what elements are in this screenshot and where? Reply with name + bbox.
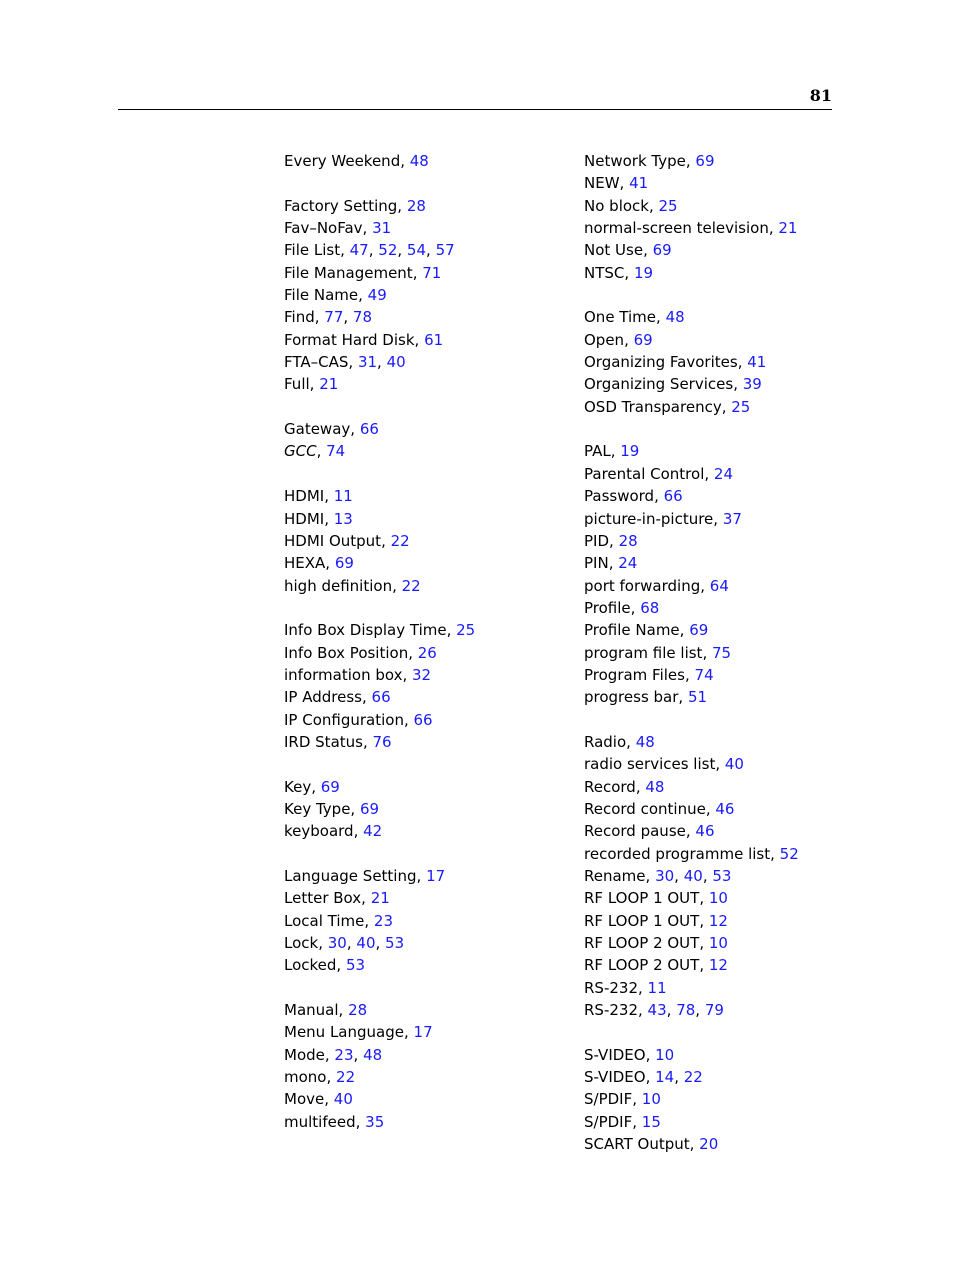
- index-entry: Key, 69: [284, 777, 340, 796]
- index-entry: Open, 69: [584, 330, 653, 349]
- page-link[interactable]: 71: [422, 263, 442, 282]
- index-entry: information box, 32: [284, 665, 432, 684]
- page-link[interactable]: 37: [722, 509, 742, 528]
- index-term: mono: [284, 1068, 327, 1087]
- index-entry: Parental Control, 24: [584, 464, 734, 483]
- page-link[interactable]: 53: [385, 934, 405, 953]
- index-term: Lock: [284, 934, 319, 953]
- page-link[interactable]: 11: [647, 978, 667, 997]
- page-link[interactable]: 69: [695, 152, 715, 170]
- page-link[interactable]: 22: [401, 576, 421, 595]
- index-entry: Organizing Services, 39: [584, 375, 762, 394]
- index-term: Every Weekend: [284, 152, 401, 170]
- index-entry: high definition, 22: [284, 576, 421, 595]
- page-link[interactable]: 40: [683, 867, 703, 885]
- page-link[interactable]: 49: [367, 286, 387, 305]
- index-entry: Factory Setting, 28: [284, 196, 426, 215]
- page-link[interactable]: 11: [333, 487, 353, 506]
- index-term: HDMI: [284, 509, 325, 528]
- index-entry: multifeed, 35: [284, 1112, 385, 1131]
- index-term: Full: [284, 375, 310, 394]
- index-entry: Organizing Favorites, 41: [584, 353, 767, 372]
- page-link[interactable]: 21: [778, 219, 798, 238]
- index-term: HDMI: [284, 487, 325, 506]
- index-term: Factory Setting: [284, 196, 398, 215]
- index-entry: File List, 47, 52, 54, 57: [284, 241, 455, 260]
- page-link[interactable]: 23: [334, 1045, 354, 1064]
- index-term: SCART Output: [584, 1135, 690, 1154]
- index-entry: Radio, 48: [584, 732, 655, 751]
- index-term: S-VIDEO: [584, 1068, 646, 1087]
- page-link[interactable]: 19: [633, 263, 654, 282]
- page-link[interactable]: 40: [386, 353, 406, 372]
- index-term: S-VIDEO: [584, 1045, 646, 1064]
- group-spacer: [284, 977, 475, 999]
- page-link[interactable]: 15: [641, 1112, 661, 1131]
- index-column-right: [584, 150, 799, 1155]
- page-link[interactable]: 40: [356, 934, 376, 953]
- index-term: Rename: [584, 867, 646, 885]
- page-link[interactable]: 40: [333, 1090, 353, 1109]
- page-link[interactable]: 31: [357, 353, 378, 372]
- page-link[interactable]: 69: [652, 241, 672, 260]
- index-entry: mono, 22: [284, 1068, 356, 1087]
- index-term: PAL: [584, 442, 611, 461]
- index-term: Password: [584, 487, 655, 506]
- index-entry: HDMI Output, 22: [284, 531, 410, 550]
- index-term: One Time: [584, 308, 657, 327]
- page-link[interactable]: 48: [363, 1045, 383, 1064]
- page-link[interactable]: 66: [359, 420, 379, 439]
- header-rule: [118, 109, 832, 110]
- index-term: Fav–NoFav: [284, 219, 363, 238]
- index-entry: Network Type, 69: [584, 152, 715, 170]
- index-entry: PIN, 24: [584, 554, 638, 573]
- group-spacer: [584, 709, 799, 731]
- page-link[interactable]: 10: [655, 1045, 675, 1064]
- page-link[interactable]: 28: [618, 531, 638, 550]
- index-term: Format Hard Disk: [284, 330, 415, 349]
- page-link[interactable]: 46: [695, 822, 715, 841]
- group-spacer: [284, 463, 475, 485]
- index-entry: Info Box Display Time, 25: [284, 621, 476, 640]
- index-entry: Every Weekend, 48: [284, 152, 429, 170]
- page-link[interactable]: 12: [708, 956, 728, 975]
- page-link[interactable]: 69: [689, 621, 709, 640]
- index-term: Mode: [284, 1045, 325, 1064]
- index-entry: FTA–CAS, 31, 40: [284, 353, 406, 372]
- page-link[interactable]: 40: [724, 755, 744, 774]
- page-link[interactable]: 28: [406, 196, 426, 215]
- group-spacer: [584, 418, 799, 440]
- index-term: RF LOOP 1 OUT: [584, 889, 700, 908]
- page-link[interactable]: 19: [620, 442, 640, 461]
- index-entry: Locked, 53: [284, 956, 366, 975]
- page-link[interactable]: 57: [435, 241, 455, 260]
- page-link[interactable]: 79: [704, 1001, 724, 1020]
- index-column-left: [284, 150, 475, 1133]
- index-term: RF LOOP 2 OUT: [584, 934, 700, 953]
- group-spacer: [284, 597, 475, 619]
- index-entry: Profile Name, 69: [584, 621, 709, 640]
- page-link[interactable]: 17: [426, 867, 446, 885]
- index-entry: port forwarding, 64: [584, 576, 729, 595]
- group-spacer: [584, 1021, 799, 1043]
- page-link[interactable]: 12: [708, 911, 728, 930]
- index-term: Profile Name: [584, 621, 680, 640]
- page-link[interactable]: 22: [390, 531, 410, 550]
- page-link[interactable]: 35: [365, 1112, 385, 1131]
- index-term: Find: [284, 308, 315, 327]
- index-entry: Program Files, 74: [584, 665, 714, 684]
- page-link[interactable]: 47: [349, 241, 369, 260]
- index-term: Letter Box: [284, 889, 362, 908]
- index-term: Move: [284, 1090, 325, 1109]
- index-entry: HDMI, 11: [284, 487, 353, 506]
- page-link[interactable]: 31: [372, 219, 392, 238]
- index-term: Program Files: [584, 665, 685, 684]
- index-term: program file list: [584, 643, 703, 662]
- index-entry: File Management, 71: [284, 263, 442, 282]
- index-term: PIN: [584, 554, 609, 573]
- page-link[interactable]: 48: [665, 308, 685, 327]
- group-spacer: [284, 172, 475, 194]
- index-entry: Gateway, 66: [284, 420, 379, 439]
- index-entry: PAL, 19: [584, 442, 640, 461]
- index-entry: progress bar, 51: [584, 688, 708, 707]
- page-link[interactable]: 30: [327, 934, 347, 953]
- index-term: Profile: [584, 598, 631, 617]
- page-link[interactable]: 10: [708, 889, 728, 908]
- index-entry: IP Address, 66: [284, 688, 391, 707]
- index-term: NEW: [584, 174, 620, 193]
- index-term: PID: [584, 531, 610, 550]
- index-entry: Menu Language, 17: [284, 1023, 433, 1042]
- index-term: recorded programme list: [584, 844, 771, 863]
- index-term: IRD Status: [284, 732, 363, 751]
- page-link[interactable]: 28: [348, 1001, 368, 1020]
- page-link[interactable]: 77: [324, 308, 344, 327]
- index-entry: No block, 25: [584, 196, 678, 215]
- page-link[interactable]: 23: [373, 911, 393, 930]
- index-entry: OSD Transparency, 25: [584, 397, 751, 416]
- index-term: Local Time: [284, 911, 365, 930]
- index-term: OSD Transparency: [584, 397, 722, 416]
- index-entry: Rename, 30, 40, 53: [584, 867, 732, 885]
- index-term: high definition: [284, 576, 393, 595]
- index-entry: Record continue, 46: [584, 799, 735, 818]
- index-entry: Password, 66: [584, 487, 683, 506]
- page-link[interactable]: 13: [333, 509, 353, 528]
- index-entry: One Time, 48: [584, 308, 685, 327]
- index-entry: HDMI, 13: [284, 509, 353, 528]
- page-link[interactable]: 30: [655, 867, 675, 885]
- index-term: IP Configuration: [284, 710, 404, 729]
- page-link[interactable]: 78: [676, 1001, 696, 1020]
- index-term: Info Box Position: [284, 643, 409, 662]
- index-entry: S/PDIF, 15: [584, 1112, 661, 1131]
- index-term: Info Box Display Time: [284, 621, 447, 640]
- page-link[interactable]: 54: [406, 241, 427, 260]
- page-link[interactable]: 74: [326, 442, 346, 461]
- index-term: NTSC: [584, 263, 625, 282]
- index-entry: Format Hard Disk, 61: [284, 330, 444, 349]
- index-entry: Info Box Position, 26: [284, 643, 437, 662]
- page-link[interactable]: 66: [663, 487, 683, 506]
- page-link[interactable]: 24: [713, 464, 734, 483]
- page-link[interactable]: 48: [635, 732, 655, 751]
- index-term: FTA–CAS: [284, 353, 349, 372]
- page-link[interactable]: 75: [712, 643, 732, 662]
- index-entry: IRD Status, 76: [284, 732, 392, 751]
- index-entry: PID, 28: [584, 531, 638, 550]
- index-term: Parental Control: [584, 464, 705, 483]
- index-term: multifeed: [284, 1112, 356, 1131]
- index-entry: Key Type, 69: [284, 799, 380, 818]
- index-term: normal-screen television: [584, 219, 769, 238]
- index-term: Key Type: [284, 799, 351, 818]
- page-link[interactable]: 22: [683, 1068, 703, 1087]
- index-entry: NEW, 41: [584, 174, 649, 193]
- page-link[interactable]: 39: [742, 375, 762, 394]
- index-term: Menu Language: [284, 1023, 404, 1042]
- page-link[interactable]: 68: [640, 598, 660, 617]
- index-term: information box: [284, 665, 403, 684]
- page-link[interactable]: 24: [618, 554, 638, 573]
- page-link[interactable]: 25: [658, 196, 678, 215]
- group-spacer: [284, 843, 475, 865]
- index-term: progress bar: [584, 688, 679, 707]
- index-term: RF LOOP 1 OUT: [584, 911, 700, 930]
- page-link[interactable]: 78: [352, 308, 373, 327]
- page-link[interactable]: 53: [712, 867, 732, 885]
- page-link[interactable]: 51: [687, 688, 708, 707]
- page-link[interactable]: 25: [731, 397, 751, 416]
- page-link[interactable]: 21: [319, 375, 339, 394]
- page-link[interactable]: 20: [699, 1135, 719, 1154]
- page-link[interactable]: 52: [779, 844, 799, 863]
- index-term: File Management: [284, 263, 413, 282]
- page-link[interactable]: 69: [633, 330, 653, 349]
- index-entry: Profile, 68: [584, 598, 660, 617]
- index-entry: Manual, 28: [284, 1001, 368, 1020]
- index-entry: RF LOOP 2 OUT, 10: [584, 934, 728, 953]
- index-entry: SCART Output, 20: [584, 1135, 719, 1154]
- page-link[interactable]: 43: [647, 1001, 667, 1020]
- index-term: RS-232: [584, 978, 638, 997]
- page-link[interactable]: 21: [370, 889, 390, 908]
- page-link[interactable]: 61: [424, 330, 444, 349]
- index-entry: Record pause, 46: [584, 822, 715, 841]
- page-link[interactable]: 76: [372, 732, 392, 751]
- index-term: Language Setting: [284, 867, 417, 885]
- page-link[interactable]: 42: [363, 822, 383, 841]
- index-term: Radio: [584, 732, 627, 751]
- page-link[interactable]: 10: [708, 934, 728, 953]
- index-entry: RF LOOP 1 OUT, 12: [584, 911, 728, 930]
- page-link[interactable]: 53: [345, 956, 366, 975]
- index-term: File List: [284, 241, 341, 260]
- page-link[interactable]: 22: [336, 1068, 356, 1087]
- index-entry: NTSC, 19: [584, 263, 654, 282]
- index-entry: Language Setting, 17: [284, 867, 446, 885]
- index-term: File Name: [284, 286, 359, 305]
- index-term: HEXA: [284, 554, 326, 573]
- index-entry: Find, 77, 78: [284, 308, 373, 327]
- index-term: RS-232: [584, 1001, 638, 1020]
- index-term: RF LOOP 2 OUT: [584, 956, 700, 975]
- index-entry: Letter Box, 21: [284, 889, 390, 908]
- index-entry: RS-232, 43, 78, 79: [584, 1001, 724, 1020]
- page-link[interactable]: 64: [709, 576, 729, 595]
- index-term: Record: [584, 777, 636, 796]
- index-entry: GCC, 74: [284, 442, 346, 461]
- index-entry: radio services list, 40: [584, 755, 744, 774]
- index-entry: picture-in-picture, 37: [584, 509, 742, 528]
- index-term: GCC: [284, 442, 317, 461]
- index-term: keyboard: [284, 822, 354, 841]
- index-term: IP Address: [284, 688, 362, 707]
- page-link[interactable]: 10: [641, 1090, 661, 1109]
- page-link[interactable]: 74: [694, 665, 714, 684]
- index-term: Organizing Services: [584, 375, 734, 394]
- index-term: Not Use: [584, 241, 644, 260]
- index-term: Record pause: [584, 822, 686, 841]
- index-term: Key: [284, 777, 312, 796]
- page-number: 81: [809, 86, 832, 105]
- page-link[interactable]: 41: [629, 174, 649, 193]
- index-entry: RF LOOP 1 OUT, 10: [584, 889, 728, 908]
- index-term: Network Type: [584, 152, 686, 170]
- index-term: Manual: [284, 1001, 339, 1020]
- index-entry: Record, 48: [584, 777, 665, 796]
- page-link[interactable]: 69: [320, 777, 340, 796]
- page-link[interactable]: 25: [456, 621, 476, 640]
- page-link[interactable]: 14: [655, 1068, 675, 1087]
- index-entry: HEXA, 69: [284, 554, 354, 573]
- page-link[interactable]: 66: [371, 688, 391, 707]
- index-entry: Not Use, 69: [584, 241, 672, 260]
- index-term: Record continue: [584, 799, 706, 818]
- index-entry: Lock, 30, 40, 53: [284, 934, 405, 953]
- index-entry: S-VIDEO, 14, 22: [584, 1068, 703, 1087]
- index-entry: recorded programme list, 52: [584, 844, 799, 863]
- index-term: S/PDIF: [584, 1112, 633, 1131]
- index-term: Open: [584, 330, 625, 349]
- page-link[interactable]: 48: [409, 152, 429, 170]
- index-entry: program file list, 75: [584, 643, 732, 662]
- page-link[interactable]: 46: [715, 799, 735, 818]
- index-entry: normal-screen television, 21: [584, 219, 798, 238]
- index-entry: keyboard, 42: [284, 822, 383, 841]
- index-entry: S-VIDEO, 10: [584, 1045, 675, 1064]
- index-entry: Fav–NoFav, 31: [284, 219, 392, 238]
- page-link[interactable]: 32: [412, 665, 432, 684]
- page-link[interactable]: 17: [413, 1023, 433, 1042]
- index-term: Locked: [284, 956, 337, 975]
- group-spacer: [584, 284, 799, 306]
- page-link[interactable]: 41: [747, 353, 767, 372]
- index-term: Gateway: [284, 420, 351, 439]
- index-entry: RS-232, 11: [584, 978, 667, 997]
- index-entry: S/PDIF, 10: [584, 1090, 661, 1109]
- page-link[interactable]: 66: [413, 710, 433, 729]
- index-entry: RF LOOP 2 OUT, 12: [584, 956, 728, 975]
- index-term: S/PDIF: [584, 1090, 633, 1109]
- index-entry: Local Time, 23: [284, 911, 393, 930]
- page-link[interactable]: 52: [378, 241, 398, 260]
- page-link[interactable]: 48: [645, 777, 665, 796]
- index-entry: IP Configuration, 66: [284, 710, 433, 729]
- index-term: picture-in-picture: [584, 509, 714, 528]
- index-entry: Move, 40: [284, 1090, 353, 1109]
- page-link[interactable]: 69: [359, 799, 380, 818]
- index-term: Organizing Favorites: [584, 353, 738, 372]
- index-term: HDMI Output: [284, 531, 382, 550]
- index-term: No block: [584, 196, 649, 215]
- page-link[interactable]: 26: [417, 643, 437, 662]
- index-term: radio services list: [584, 755, 716, 774]
- index-term: port forwarding: [584, 576, 701, 595]
- group-spacer: [284, 396, 475, 418]
- index-entry: Mode, 23, 48: [284, 1045, 383, 1064]
- group-spacer: [284, 753, 475, 775]
- index-entry: File Name, 49: [284, 286, 387, 305]
- index-entry: Full, 21: [284, 375, 339, 394]
- page-link[interactable]: 69: [334, 554, 354, 573]
